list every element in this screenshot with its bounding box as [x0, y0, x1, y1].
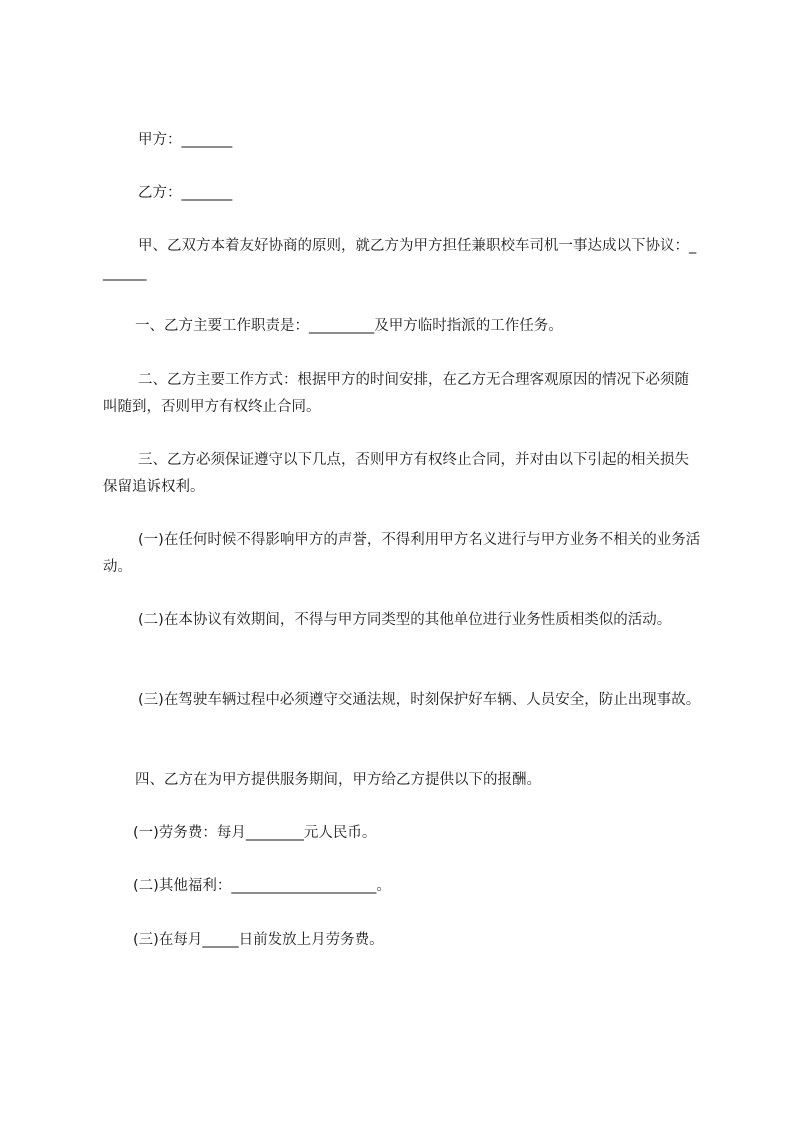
party-b-line: 乙方：_______ — [138, 185, 233, 201]
clause-4-item-1: (一)劳务费：每月________元人民币。 — [133, 825, 377, 841]
preamble-paragraph: 甲、乙双方本着友好协商的原则，就乙方为甲方担任兼职校车司机一事达成以下协议：_______ — [103, 238, 697, 281]
clause-3-item-2: (二)在本协议有效期间，不得与甲方同类型的其他单位进行业务性质相类似的活动。 — [138, 612, 672, 628]
clause-3-item-1: (一)在任何时候不得影响甲方的声誉，不得利用甲方名义进行与甲方业务不相关的业务活动。 — [103, 532, 701, 575]
clause-4-item-3: (三)在每月_____日前发放上月劳务费。 — [133, 932, 384, 948]
clause-4-item-2: (二)其他福利：____________________。 — [133, 878, 391, 894]
party-a-line: 甲方：_______ — [138, 132, 233, 148]
clause-2-paragraph: 二、乙方主要工作方式：根据甲方的时间安排，在乙方无合理客观原因的情况下必须随叫随到，否则甲方有权终止合同。 — [103, 372, 689, 415]
clause-3-paragraph: 三、乙方必须保证遵守以下几点，否则甲方有权终止合同，并对由以下引起的相关损失保留追诉权利。 — [103, 452, 689, 495]
clause-4-paragraph: 四、乙方在为甲方提供服务期间，甲方给乙方提供以下的报酬。 — [135, 772, 541, 788]
clause-3-item-3: (三)在驾驶车辆过程中必须遵守交通法规，时刻保护好车辆、人员安全，防止出现事故。 — [138, 692, 701, 708]
clause-1-paragraph: 一、乙方主要工作职责是：_________及甲方临时指派的工作任务。 — [135, 318, 563, 334]
